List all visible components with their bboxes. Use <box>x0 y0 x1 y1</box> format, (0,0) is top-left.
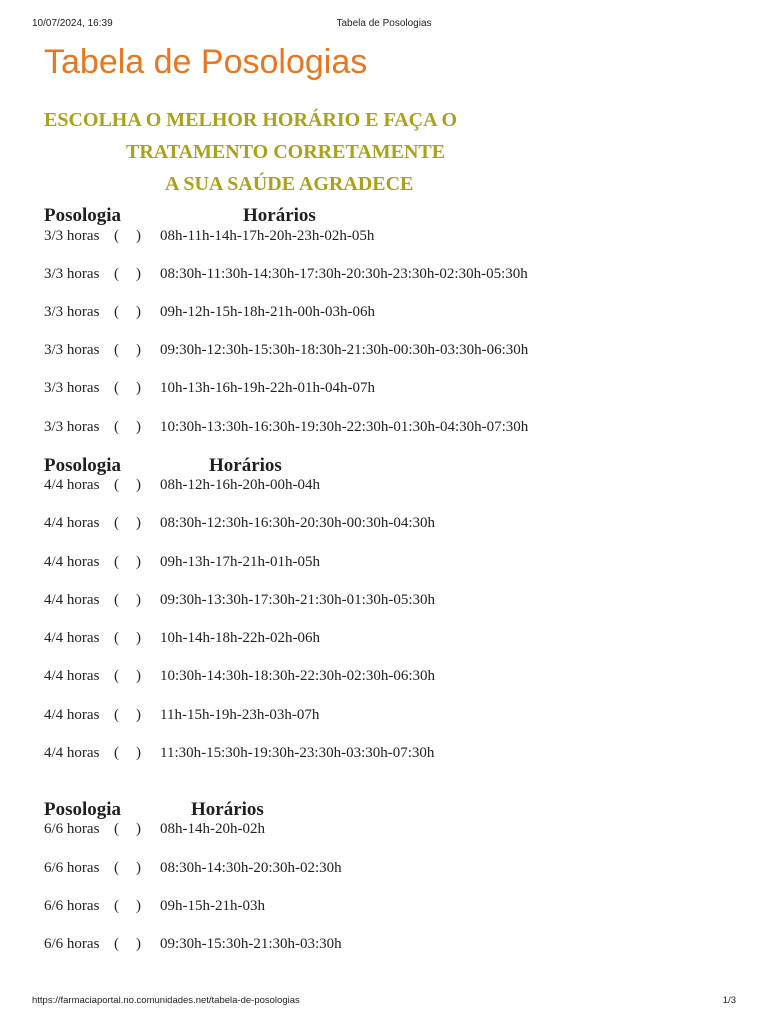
dose-interval: 6/6 horas <box>44 860 100 876</box>
dose-interval: 6/6 horas <box>44 936 100 952</box>
dose-interval: 4/4 horas <box>44 745 100 761</box>
dose-interval: 3/3 horas <box>44 342 100 358</box>
checkbox-close: ) <box>136 898 141 914</box>
dose-schedule: 09:30h-12:30h-15:30h-18:30h-21:30h-00:30h-03:30h-06:30h <box>160 342 529 358</box>
checkbox-close: ) <box>136 554 141 570</box>
checkbox-close: ) <box>136 668 141 684</box>
checkbox-open: ( <box>114 266 119 282</box>
dose-interval: 3/3 horas <box>44 228 100 244</box>
dose-interval: 6/6 horas <box>44 821 100 837</box>
checkbox-close: ) <box>136 707 141 723</box>
dose-schedule: 11h-15h-19h-23h-03h-07h <box>160 707 320 723</box>
dose-schedule: 09h-12h-15h-18h-21h-00h-03h-06h <box>160 304 375 320</box>
dose-schedule: 08:30h-12:30h-16:30h-20:30h-00:30h-04:30h <box>160 515 435 531</box>
tagline-line-2: TRATAMENTO CORRETAMENTE <box>126 141 446 163</box>
dose-schedule: 08h-14h-20h-02h <box>160 821 265 837</box>
checkbox-close: ) <box>136 592 141 608</box>
dose-interval: 3/3 horas <box>44 380 100 396</box>
checkbox-open: ( <box>114 821 119 837</box>
checkbox-close: ) <box>136 821 141 837</box>
checkbox-close: ) <box>136 515 141 531</box>
checkbox-open: ( <box>114 898 119 914</box>
print-footer <box>32 995 736 1007</box>
page-url: https://farmaciaportal.no.comunidades.net/tabela-de-posologias <box>32 995 300 1006</box>
checkbox-close: ) <box>136 630 141 646</box>
checkbox-open: ( <box>114 592 119 608</box>
checkbox-close: ) <box>136 380 141 396</box>
dose-schedule: 09:30h-13:30h-17:30h-21:30h-01:30h-05:30h <box>160 592 435 608</box>
heading-horarios: Horários <box>209 455 282 476</box>
page-number: 1/3 <box>722 995 736 1006</box>
checkbox-open: ( <box>114 342 119 358</box>
dose-interval: 4/4 horas <box>44 554 100 570</box>
checkbox-open: ( <box>114 745 119 761</box>
dose-interval: 4/4 horas <box>44 477 100 493</box>
dose-schedule: 08h-12h-16h-20h-00h-04h <box>160 477 320 493</box>
heading-posologia: Posologia <box>44 455 122 476</box>
tagline-line-3: A SUA SAÚDE AGRADECE <box>165 173 414 195</box>
dose-interval: 4/4 horas <box>44 668 100 684</box>
heading-posologia: Posologia <box>44 799 122 820</box>
dose-schedule: 11:30h-15:30h-19:30h-23:30h-03:30h-07:30h <box>160 745 435 761</box>
dose-schedule: 10:30h-14:30h-18:30h-22:30h-02:30h-06:30h <box>160 668 435 684</box>
checkbox-open: ( <box>114 630 119 646</box>
checkbox-open: ( <box>114 304 119 320</box>
print-date: 10/07/2024, 16:39 <box>32 18 113 29</box>
dose-interval: 4/4 horas <box>44 592 100 608</box>
heading-posologia: Posologia <box>44 205 122 226</box>
dose-schedule: 08:30h-11:30h-14:30h-17:30h-20:30h-23:30h-02:30h-05:30h <box>160 266 528 282</box>
heading-horarios: Horários <box>243 205 316 226</box>
dose-schedule: 08h-11h-14h-17h-20h-23h-02h-05h <box>160 228 375 244</box>
checkbox-close: ) <box>136 228 141 244</box>
dose-schedule: 09:30h-15:30h-21:30h-03:30h <box>160 936 342 952</box>
dose-interval: 6/6 horas <box>44 898 100 914</box>
dose-schedule: 10:30h-13:30h-16:30h-19:30h-22:30h-01:30h-04:30h-07:30h <box>160 419 529 435</box>
print-header <box>32 18 736 30</box>
dose-schedule: 10h-14h-18h-22h-02h-06h <box>160 630 320 646</box>
dose-schedule: 08:30h-14:30h-20:30h-02:30h <box>160 860 342 876</box>
dose-interval: 3/3 horas <box>44 304 100 320</box>
checkbox-close: ) <box>136 936 141 952</box>
checkbox-open: ( <box>114 477 119 493</box>
dose-schedule: 09h-15h-21h-03h <box>160 898 265 914</box>
dose-interval: 4/4 horas <box>44 630 100 646</box>
checkbox-open: ( <box>114 419 119 435</box>
checkbox-close: ) <box>136 266 141 282</box>
checkbox-close: ) <box>136 477 141 493</box>
checkbox-close: ) <box>136 745 141 761</box>
dose-interval: 4/4 horas <box>44 707 100 723</box>
checkbox-open: ( <box>114 860 119 876</box>
heading-horarios: Horários <box>191 799 264 820</box>
checkbox-open: ( <box>114 554 119 570</box>
dose-schedule: 09h-13h-17h-21h-01h-05h <box>160 554 320 570</box>
checkbox-open: ( <box>114 228 119 244</box>
checkbox-close: ) <box>136 860 141 876</box>
print-doc-title: Tabela de Posologias <box>336 18 432 29</box>
checkbox-close: ) <box>136 342 141 358</box>
checkbox-open: ( <box>114 936 119 952</box>
checkbox-open: ( <box>114 668 119 684</box>
page-title: Tabela de Posologias <box>44 43 368 81</box>
dose-interval: 3/3 horas <box>44 419 100 435</box>
dose-interval: 3/3 horas <box>44 266 100 282</box>
checkbox-close: ) <box>136 304 141 320</box>
checkbox-open: ( <box>114 515 119 531</box>
dose-interval: 4/4 horas <box>44 515 100 531</box>
checkbox-open: ( <box>114 707 119 723</box>
checkbox-close: ) <box>136 419 141 435</box>
dose-schedule: 10h-13h-16h-19h-22h-01h-04h-07h <box>160 380 375 396</box>
checkbox-open: ( <box>114 380 119 396</box>
tagline-line-1: ESCOLHA O MELHOR HORÁRIO E FAÇA O <box>44 109 458 131</box>
